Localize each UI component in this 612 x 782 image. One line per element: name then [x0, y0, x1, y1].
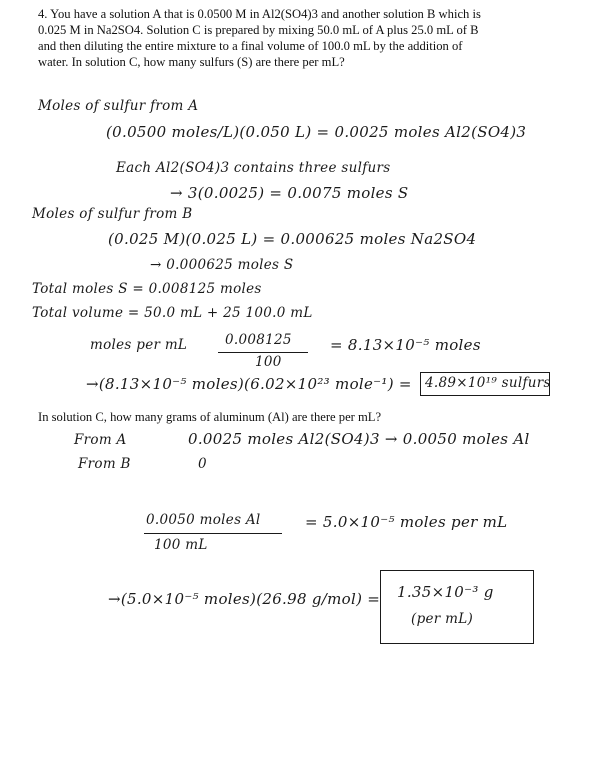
question-line-1: 4. You have a solution A that is 0.0500 M in Al2(SO4)3 and another solution B which is [38, 7, 481, 21]
ratio-denominator: 100 mL [154, 537, 208, 553]
from-a-label: From A [74, 432, 127, 448]
from-a-value: 0.0025 moles Al2(SO4)3 → 0.0050 moles Al [188, 430, 530, 448]
mass-calc: →(5.0×10⁻⁵ moles)(26.98 g/mol) = [108, 590, 381, 608]
answer-box-2 [380, 570, 534, 644]
from-b-label: From B [78, 456, 131, 472]
per-ml-label: moles per mL [90, 337, 188, 353]
per-ml-result: = 8.13×10⁻⁵ moles [330, 336, 481, 354]
per-ml-denominator: 100 [255, 354, 282, 370]
answer-per-ml: (per mL) [411, 611, 474, 627]
total-volume: Total volume = 50.0 mL + 25 100.0 mL [32, 305, 313, 321]
per-ml-numerator: 0.008125 [225, 332, 292, 348]
ratio-result: = 5.0×10⁻⁵ moles per mL [305, 513, 508, 531]
calc-a3: → 3(0.0025) = 0.0075 moles S [170, 184, 409, 202]
answer-sulfurs: 4.89×10¹⁹ sulfurs [425, 375, 551, 391]
fraction-bar-2 [144, 533, 282, 534]
calc-a1: (0.0500 moles/L)(0.050 L) = 0.0025 moles Al2(SO4)3 [106, 123, 527, 141]
question-line-3: and then diluting the entire mixture to a final volume of 100.0 mL by the addition of [38, 39, 463, 53]
fraction-bar-1 [218, 352, 308, 353]
question-line-2: 0.025 M in Na2SO4. Solution C is prepared by mixing 50.0 mL of A plus 25.0 mL of B [38, 23, 479, 37]
total-moles: Total moles S = 0.008125 moles [32, 281, 262, 297]
heading-sulfur-from-a: Moles of sulfur from A [38, 98, 199, 114]
heading-sulfur-from-b: Moles of sulfur from B [32, 206, 193, 222]
calc-b1: (0.025 M)(0.025 L) = 0.000625 moles Na2SO4 [108, 230, 477, 248]
question-2: In solution C, how many grams of aluminum (Al) are there per mL? [38, 410, 382, 424]
calc-b2: → 0.000625 moles S [150, 257, 294, 273]
avogadro-calc: →(8.13×10⁻⁵ moles)(6.02×10²³ mole⁻¹) = [86, 375, 412, 393]
answer-grams: 1.35×10⁻³ g [397, 583, 494, 601]
ratio-numerator: 0.0050 moles Al [146, 512, 261, 528]
from-b-value: 0 [198, 456, 207, 472]
question-line-4: water. In solution C, how many sulfurs (S) are there per mL? [38, 55, 345, 69]
answer-box-1 [420, 372, 550, 396]
calc-a2: Each Al2(SO4)3 contains three sulfurs [116, 160, 391, 176]
